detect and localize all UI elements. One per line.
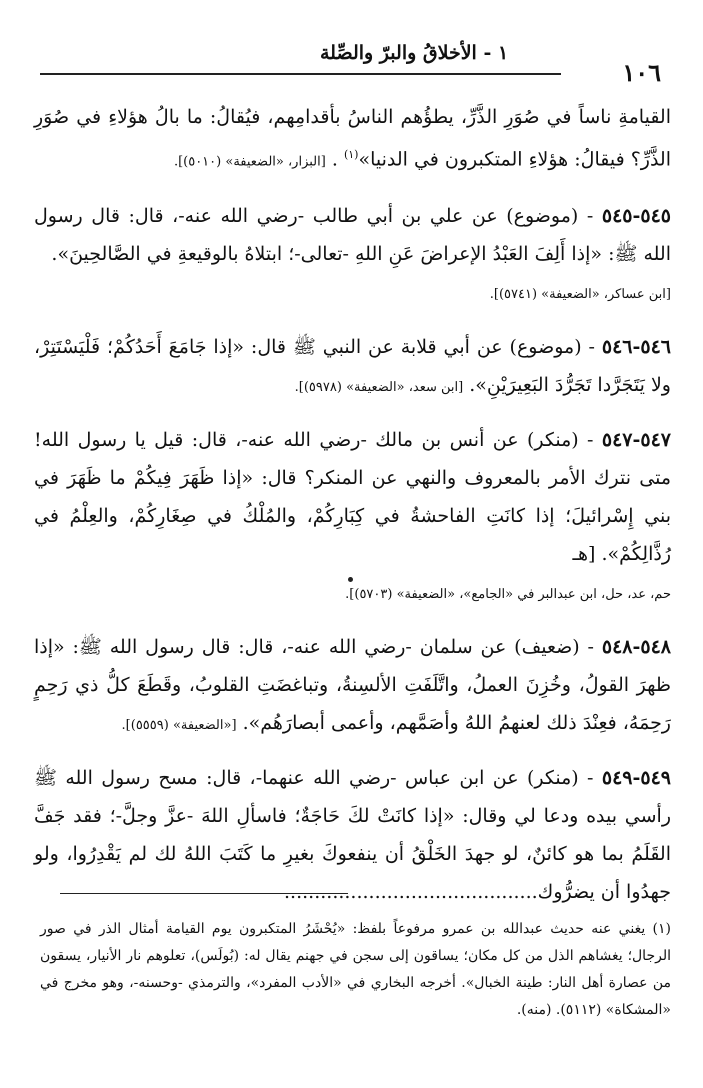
hadith-entry <box>34 197 671 314</box>
hadith-text: - (موضوع) عن أبي قلابة عن النبي ﷺ قال: «إذا جَامَعَ أَحَدُكُمْ؛ فَلْيَسْتَتِرْ، ولا يَتَجَرَّدا تَجَرُّدَ البَعِيرَيْنِ». <box>34 336 671 397</box>
hadith-number: ٥٤٧-٥٤٧ <box>601 429 671 452</box>
footnotes <box>40 916 671 1024</box>
hadith-source: [ابن عساكر، «الضعيفة» (٥٧٤١)]. <box>489 287 671 303</box>
separator: . <box>325 148 344 171</box>
hadith-number: ٥٤٥-٥٤٥ <box>601 205 671 228</box>
hadith-source: [البزار، «الضعيفة» (٥٠١٠)]. <box>173 154 326 170</box>
hadith-text: القيامةِ ناساً في صُوَرِ الذَّرِّ، يطؤُهم الناسُ بأقدامِهم، فيُقالُ: ما بالُ هؤلاءِ في صُوَرِ الذَّرِّ؟ فيقالُ: هؤلاءِ المتكبرون في الدنيا» <box>34 106 672 171</box>
chapter-title: ١ - الأخلاقُ والبرّ والصِّلة <box>320 42 509 64</box>
hadith-list <box>34 98 671 925</box>
footnote-1: (١) يغني عنه حديث عبدالله بن عمرو مرفوعاً بلفظ: «يُحْشَرُ المتكبرون يوم القيامة أمثال الذر في صور الرجال؛ يغشاهم الذل من كل مكان؛ يساقون إلى سجن في جهنم يقال له: (بُولَس)، تعلوهم نار الأنيار، يسقون من عصارة أهل النار: طينة الخبال». أخرجه البخاري في «الأدب المفرد»، والترمذي -وحسنه-، وهو مخرج في «المشكاة» (٥١١٢). (منه). <box>40 921 671 1018</box>
hadith-number: ٥٤٨-٥٤٨ <box>601 636 671 659</box>
hadith-text: - (منكر) عن أنس بن مالك -رضي الله عنه-، قال: قيل يا رسول الله! متى نترك الأمر بالمعروف والنهي عن المنكر؟ قال: «إذا ظَهَرَ فِيكُمْ ما ظَهَرَ في بني إِسْرائيلَ؛ إذا كانَتِ الفاحشةُ في كِبَارِكُمْ، والمُلْكُ في صِغَارِكُمْ، والعِلْمُ في رُذَّالِكُمْ». [هـ <box>34 429 671 566</box>
hadith-source: [ابن سعد، «الضعيفة» (٥٩٧٨)]. <box>294 380 464 396</box>
footnote-rule <box>60 893 348 894</box>
hadith-text: - (منكر) عن ابن عباس -رضي الله عنهما-، قال: مسح رسول الله ﷺ رأسي بيده ودعا لي وقال: «إذا كانَتْ لكَ حَاجَةٌ؛ فاسألِ اللهَ -عزَّ وجلَّ-؛ فقد جَفَّ القَلَمُ بما هو كائنٌ، لو جهدَ الخَلْقُ أن ينفعوكَ بغيرِ ما كَتَبَ اللهُ لك لم يَقْدِرُوا، ولو جهدُوا أن يضرُّوك.......................................... <box>34 767 671 904</box>
stray-dot <box>348 577 353 582</box>
hadith-entry <box>34 421 671 614</box>
footnote-reference[interactable]: (١) <box>343 148 359 161</box>
hadith-entry <box>34 628 671 745</box>
page-header <box>40 40 671 87</box>
hadith-entry <box>34 759 671 911</box>
hadith-entry-continuation <box>34 98 671 181</box>
hadith-number: ٥٤٦-٥٤٦ <box>601 336 671 359</box>
hadith-text: - (موضوع) عن علي بن أبي طالب -رضي الله عنه-، قال: قال رسول الله ﷺ: «إذا أَلِفَ العَبْدُ الإعراضَ عَنِ اللهِ -تعالى-؛ ابتلاهُ بالوقيعةِ في الصَّالحِينَ». <box>34 205 671 266</box>
header-rule <box>40 73 561 75</box>
hadith-number: ٥٤٩-٥٤٩ <box>601 767 671 790</box>
hadith-text: - (ضعيف) عن سلمان -رضي الله عنه-، قال: قال رسول الله ﷺ: «إذا ظهرَ القولُ، وخُزِنَ العملُ، واتَّلَفَتِ الألسِنةُ، وتباغضَتِ القلوبُ، وقَطَعَ كلُّ ذي رَحِمٍ رَحِمَهُ، فعِنْدَ ذلك لعنهمُ اللهُ وأصَمَّهم، وأعمى أبصارَهُم». <box>34 636 671 735</box>
page-number: ١٠٦ <box>622 58 661 87</box>
hadith-source: حم، عد، حل، ابن عبدالبر في «الجامع»، «الضعيفة» (٥٧٠٣)]. <box>345 587 671 603</box>
hadith-source: [«الضعيفة» (٥٥٥٩)]. <box>121 718 237 734</box>
hadith-entry <box>34 328 671 407</box>
